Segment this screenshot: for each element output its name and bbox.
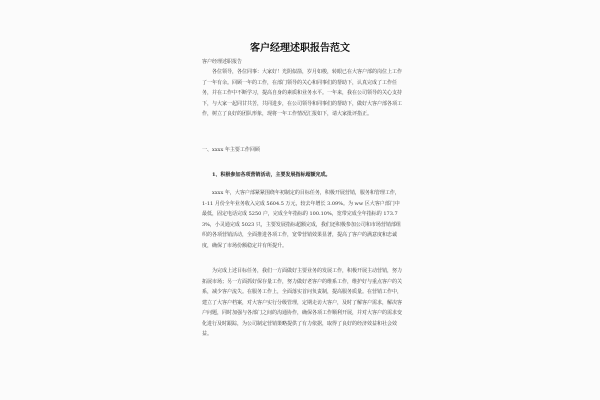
body-paragraph-2: 为完成上述目标任务，我们一方面做好主要业务的发展工作，积极开展主动营销，努力拓展市场；另一方面抓好保存量工作，努力做好老客户的维系工作，维护好与重点客户的关系，减少客户流失。在服务工作上，全面落实首问负责制，提高服务质量。在营销工作中，建立了大客户档案，对大客户实行分级管理，定期走访大客户，及时了解客户需求，解决客户问题，同时加强与各部门之间的沟通协作，确保各项工作顺利开展，并对大客户的需求变化进行及时跟踪，为公司制定营销策略提供了有力依据，取得了良好的经济效益和社会效益。 [202,268,402,337]
section-heading: 一、xxxx 年主要工作回顾 [202,147,260,153]
document-subtitle: 客户经理述职报告 [202,59,243,65]
item-heading: 1、积极参加各项营销活动，主要发展指标超额完成。 [212,172,331,178]
intro-paragraph: 各位领导，各位同事：大家好！光阴似箭，岁月如梭，转眼已在大客户部的岗位上工作了一年有余。回顾一年的工作，在部门领导的关心和同事们的帮助下，认真完成了工作任务，并在工作中不断学习，提高自身的素质和业务水平。一年来，我在公司领导的关心支持下，与大家一起同甘共苦，共同进步，在公司领导和同事们的帮助下，做好大客户部各项工作，树立了良好的团队形象，现将一年工作情况汇报如下，请大家批评指正。 [202,69,402,117]
body-paragraph-1: xxxx 年，大客户部紧紧围绕年初制定的目标任务，积极开展营销，服务和管理工作，1-11 月份全年业务收入完成 5604.5 万元，较去年增长 3.09%。为 ww 区大客户部门中最低，固定电话完成 5250 户，完成全年指标的 100.10%，宽带完成全年指标的 173.73%，小灵通完成 5023 只，主要发展指标超额完成，我们还积极参加公司和市场营销部组织的各项营销活动，全面推进各项工作，宽带营销效果显著，提高了客户的满意度和忠诚度，确保了市场份额稳定并有所提升。 [202,190,401,249]
document-title: 客户经理述职报告范文 [250,43,350,54]
